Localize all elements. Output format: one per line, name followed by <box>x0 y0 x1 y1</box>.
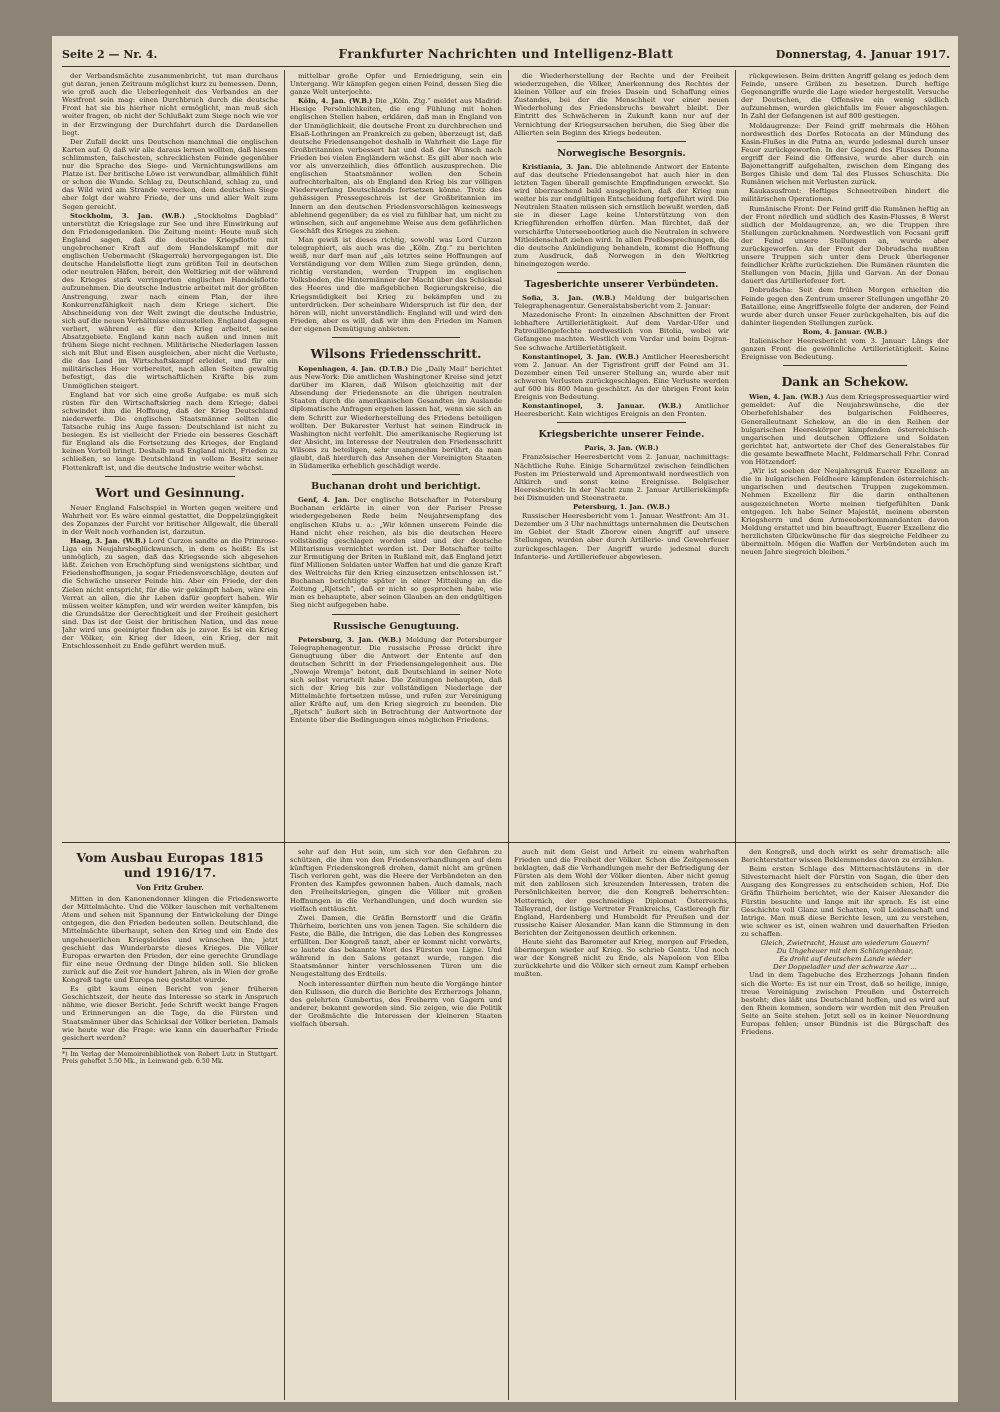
poem-line: Gleich, Zwietracht, Haust am wiederum Gauern! <box>760 939 930 948</box>
paragraph <box>62 212 278 390</box>
paragraph-text: Amtlicher Heeresbericht vom 2. Januar. An der Tigrisfront griff der Feind am 31. Dezember einen Teil unserer Stellung an, wurde aber mit schweren Verlusten zurückgeschlagen. Eine Verluste werden auf 600 bis 800 Mann geschätzt. An der übrigen Front kein Ereignis von Bedeutung. <box>514 352 729 402</box>
paragraph: Dobrudscha: Seit dem frühen Morgen erhielten die Feinde gegen den Zentrum unserer Stellungen ungefähr 20 Bataillone, eine Angriffswelle folgte der anderen, der Feind wurde aber durch unser Feuer zurückgehalten, bis auf die dahinter liegenden Stellungen zurück. <box>741 286 949 327</box>
paragraph <box>514 294 729 310</box>
masthead: Frankfurter Nachrichten und Intelligenz-Blatt <box>338 47 674 61</box>
paragraph-text: Amtlicher Heeresbericht. Kein wichtiges Ereignis an den Fronten. <box>514 402 729 419</box>
paragraph <box>62 537 278 650</box>
newspaper-page <box>52 36 958 1402</box>
article-title: Dank an Schekow. <box>781 374 909 390</box>
paragraph <box>290 97 502 235</box>
paragraph: Mazedonische Front: In einzelnen Abschnitten der Front lebhaftere Artillerietätigkeit. Auf dem Vardar-Ufer und Patrouillengefechte nordwestlich von Bitolia, wobei wir Gefangene machten. Westlich vom Vardar und beim Dojran-See schwache Artillerietätigkeit. <box>514 311 729 352</box>
dateline: Kopenhagen, 4. Jan. (D.T.B.) <box>298 365 408 373</box>
dateline: Paris, 3. Jan. (W.B.) <box>584 444 659 453</box>
paragraph-text: Die „Köln. Ztg.“ meldet aus Madrid: Hiesige Persönlichkeiten, die eng Fühlung mit hohen englischen Stellen haben, erklären, daß man in England von der Unmöglichkeit, die deutsche Front zu durchbrechen und Elsaß-Lothringen an Frankreich zu geben, überzeugt ist, daß deutsche Friedensangebot deshalb in Wahrheit die Lage für Großbritannien verbessert hat und daß der Wunsch nach Frieden bei vielen Engländern wächst. Es gilt aber nach wie vor als unverzeihlich, dies öffentlich auszusprechen. Die englischen Staatsmänner wollen den Schein aufrechterhalten, als ob England den Krieg bis zur völligen Niederwerfung Deutschlands fortsetzen könne. Trotz des gehässigen Pressegeschreis ist der Großbritannien im Innern an den deutschen Friedensvorschlägen keineswegs ablehnend gegenüber; da es viel zu fühlbar hat, um nicht zu wünschen, sich auf angenehme Weise aus dem gefährlichen Geschäft des Krieges zu ziehen. <box>290 97 502 235</box>
paragraph-text: Meldung der bulgarischen Telegraphenagentur. Generalstabsbericht vom 2. Januar: <box>514 293 729 311</box>
paragraph-text: Der englische Botschafter in Petersburg Buchanan erklärte in einer von der Pariser Presse wiedergegebenen Rede beim Neujahrsempfang des englischen Klubs u. a.: „Wir können unserem Feinde die Hand nicht eher reichen, als bis die deutschen Heere vollständig geschlagen worden sind und der deutsche Militarismus vernichtet worden ist. Der Botschafter teilte zur Ermutigung der Briten in Rußland mit, daß England jetzt fünf Millionen Soldaten unter Waffen hat und die ganze Kraft des Weltreichs für den Krieg einzusetzen entschlossen ist.“ Buchanan berichtigte später in einer Mitteilung an die Zeitung „Rjetsch“, daß er nicht so gesprochen habe, wie man es behauptete, aber seinen Glauben an den endgültigen Sieg nicht aufgegeben habe. <box>290 496 502 610</box>
dateline: Köln, 4. Jan. (W.B.) <box>298 97 373 106</box>
paragraph-text: Meldung der Petersburger Telegraphenagentur. Die russische Presse drückt ihre Genugtuung über die Antwort der Entente auf den deutschen Schritt in der Friedensangelegenheit aus. Die „Nowoje Wremja“ betont, daß Deutschland in seiner Note sich selbst verurteilt habe. Die Zeitungen behaupten, daß sich der Krieg bis zur vollständigen Niederlage der Mittelmächte fortsetzen müsse, und rufen zur Vereinigung aller Kräfte auf, um den Krieg siegreich zu beenden. Die „Rjetsch“ äußert sich in Betrachtung der Antwortnote der Entente über die Bedingungen eines möglichen Friedens. <box>290 635 502 725</box>
paragraph <box>741 328 949 336</box>
section-rule <box>105 476 235 477</box>
paragraph: Mitten in den Kanonendonner klingen die Friedensworte der Mittelmächte. Und die Völker lauschen mit verhaltenem Atem und sehen mit Spannung der Entwickelung der Dinge entgegen, die den Frieden bedeuten sollen. Deutschland, die Mittelmächte überhaupt, sehen den Krieg und ein Ende des ungeheuerlichen Kriegsleides und wünschen ihn; jetzt geschieht das Wunderbarste dieses Krieges. Die Völker Europas erwarten den Frieden, der eine gerechte Grundlage für eine neue Ordnung der Dinge bilden soll. Sie blicken zurück auf die Zeit vor hundert Jahren, als in Wien der große Kongreß tagte und Europa neu gestaltet wurde. <box>62 895 278 985</box>
column-3 <box>514 72 729 840</box>
article-title: Kriegsberichte unserer Feinde. <box>538 429 705 441</box>
paragraph: auch mit dem Geist und Arbeit zu einem wahrhaften Frieden und die Freiheit der Völker. Schon die Zeitgenossen beklagten, daß die Verhandlungen mehr der Befriedigung der Fürsten als dem Wohl der Völker dienten. Aber nicht genug mit den zahllosen sich kreuzenden Interessen, traten die Persönlichkeiten hervor, die den Kongreß beherrschten: Metternich, der geschmeidige Diplomat Österreichs, Talleyrand, der listige Vertreter Frankreichs, Castlereagh für England, Hardenberg und Humboldt für Preußen und der russische Kaiser Alexander. Man kann die Stimmung in den Berichten der Zeitgenossen deutlich erkennen. <box>514 848 729 937</box>
column-1 <box>62 72 278 840</box>
paragraph <box>514 163 729 268</box>
article-title: Wort und Gesinnung. <box>95 484 245 500</box>
paragraph: Man gewiß ist dieses richtig, sowohl was Lord Curzon telegraphiert, als auch was die „Köln. Ztg.“ zu berichten weiß, nur darf man auf „als letztes seine Hoffnungen auf Verständigung vor dem Willen zum Siege gründen, denn, richtig verstanden, werden Truppen im englischen Volksboden, die Hintermänner der Macht über das Schicksal des Heeres und die maßgeblichen Regierungskreise, die Kriegsmüdigkeit bei Krieg zu bekämpfen und zu unterdrücken. Der scheinbare Widerspruch ist für den, der hören will, nicht unverständlich: England will und wird den Frieden, aber es will, daß wir ihm den Frieden im Namen der eigenen Demütigung anbieten. <box>290 235 502 333</box>
dateline: Sofia, 3. Jan. (W.B.) <box>522 293 616 302</box>
paragraph: Russischer Heeresbericht vom 1. Januar. Westfront: Am 31. Dezember um 3 Uhr nachmittags unternahmen die Deutschen im Gebiet der Stadt Zborow einen Angriff auf unsere Stellungen, wurden aber durch Artillerie- und Gewehrfeuer zurückgeschlagen. Der Angriff wurde jedesmal durch Infanterie- und Artilleriefeuer abgewiesen. <box>514 512 729 561</box>
feuilleton-column-2 <box>290 848 502 1398</box>
paragraph: Und in dem Tagebuche des Erzherzogs Johann finden sich die Worte: Es ist nur ein Trost, daß so heilige, innige, treue Vereinigung zwischen Preußen und Österreich besteht; dies läßt uns Deutschland hoffen, und es wird auf den Rhein kommen, sondern wir werden mit den Preußen Seite an Seite stehen. Jetzt soll es in keiner Neuordnung Europas fehlen; unser Bündnis ist die Bürgschaft des Friedens. <box>741 971 949 1037</box>
dateline: Stockholm, 3. Jan. (W.B.) <box>70 211 186 220</box>
paragraph <box>514 353 729 402</box>
dateline: Petersburg, 3. Jan. (W.B.) <box>298 635 402 644</box>
paragraph-text: Lord Curzon sandte an die Primrose-Liga ein Neujahrsbeglückwunsch, in dem es heißt: Es ist unmöglich, zu sagen, daß das Kriegsende sich abgesehen läßt. Zeichen von Erschöpfung sind wenigstens sichtbar, und Friedenshoffnungen, ja sogar Friedensvorschläge, deuten auf die Schwäche unserer Feinde hin. Aber ein Friede, der den Zielen nicht entspricht, für die wir gekämpft haben, wäre ein Verrat an allen, die ihr Leben dafür geopfert haben. Wir müssen weiter kämpfen, und wir werden weiter kämpfen, bis die Grundsätze der Gerechtigkeit und der Freiheit gesichert sind. Das ist der Geist der britischen Nation, und das neue Jahr wird uns geeinigter finden als je zuvor. Es ist ein Krieg der Völker, ein Krieg der Ideen, ein Krieg, der mit Entschlossenheit zu Ende geführt werden muß. <box>62 536 278 651</box>
column-rule <box>508 70 509 1400</box>
section-rule <box>332 474 459 475</box>
paragraph-text: „Stockholms Dagblad“ unterstützt die Kriegslage zur See und ihre Einwirkung auf den Friedensgedanken. Die Zeitung meint: Heute muß sich England sagen, daß die deutsche Kriegsflotte mit ungebrochener Kraft auf dem Handelskampf mit der englischen Uebermacht (Skagerrak) hervorgegangen ist. Die deutsche Handelsflotte liegt zum größten Teil in deutschen oder neutralen Häfen, bereit, den Weltkrieg mit der während des Krieges stark verringerten englischen Handelsflotte aufzunehmen. Die deutsche Industrie arbeitet mit der größten Anstrengung, zwar nach einem Plan, der ihre Konkurrenzfähigkeit nach dem Kriege sichert. Die Abschneidung von der Welt zwingt die deutsche Industrie, sich auf die neuen Verhältnisse einzustellen. England dagegen verliert, während es für den Krieg arbeitet, seine Absatzgebiete. England kann nach außen und innen mit frühem Siege nicht rechnen. Militärische Niederlagen lassen sich mit Blut und Eisen ausgleichen, aber nicht die Verluste, die das Land im Wirtschaftskampf erleidet, und für ein militärisches Heer vorbereitet, nach allen Seiten gewaltig befestigt, das die wirtschaftlichen Kräfte bis zum Unmöglichen steigert. <box>62 211 278 390</box>
poem-line: Du Ungeheuer mit dem Schlangenhaar, <box>776 947 914 956</box>
issue-date: Donnerstag, 4. Januar 1917. <box>775 48 950 61</box>
paragraph: der Verbandsmächte zusammenbricht, tut man durchaus gut daran, jenen Zeitraum möglichst kurz zu bemessen. Denn, wie groß auch die Ueberlegenheit des Verbandes an der Westfront sein mag: einen Durchbruch durch die deutsche Front hat sie bis hierher nicht ermöglicht, man muß sich weiter fragen, ob nicht der Schlußakt zum Siege noch wie vor in der Erzwingung der Durchfahrt durch die Dardanellen liegt. <box>62 72 278 137</box>
paragraph <box>514 444 729 452</box>
section-rule <box>557 141 686 142</box>
paragraph: Rumänische Front: Der Feind griff die Rumänen heftig an der Front nördlich und südlich des Kasin-Flusses, 8 Werst südlich der Moldaugrenze, an, wo die Truppen ihre Stellungen zurücknahmen. Nordwestlich von Focsani griff der Feind unsere Stellungen an, wurde aber zurückgeworfen. An der Front der Dobrudscha mußten unsere Truppen sich unter dem Druck überlegener feindlicher Kräfte zurückziehen. Die Rumänen räumten die Stellungen von Macin, Jijila und Garvan. An der Donau dauert das Artilleriefeuer fort. <box>741 204 949 286</box>
paragraph: die Wiederherstellung der Rechte und der Freiheit wiederzugeben, die Völker, Anerkennung des Rechtes der kleinen Völker auf ein freies Dasein und Schaffung eines Zustandes, bei der die Menschheit vor einer neuen Wiederholung des Friedensbruchs bewahrt bleibt. Der Eintritt des Schwächeren in Zukunft kann nur auf der Vernichtung der Kriegsursachen beruhen, die Sieg über die Allierten sein Beginn des Kriegs bedeuten. <box>514 72 729 137</box>
paragraph: Heute sieht das Barometer auf Krieg, morgen auf Frieden, übermorgen wieder auf Krieg. So schrieb Gentz. Und noch war der Kongreß nicht zu Ende, als Napoleon von Elba zurückkehrte und die Völker sich erneut zum Kampf erheben mußten. <box>514 938 729 979</box>
section-rule <box>783 365 908 366</box>
paragraph: England hat vor sich eine große Aufgabe: es muß sich rüsten für den Wirtschaftskrieg nach dem Kriege; dabei schwindet ihm die Hoffnung, daß der Krieg Deutschland niederwerfe. Die englischen Staatsmänner sollten die Tatsache ruhig ins Auge fassen: Deutschland ist nicht zu besiegen. Es ist vielleicht der Friede ein besseres Geschäft für England als die Fortsetzung des Krieges, der England keinen Vorteil bringt. Deshalb muß England nicht, Frieden zu schließen, so lange Deutschland in vollem Besitz seiner Flottenkraft ist, und die deutsche Industrie weiter wächst. <box>62 390 278 472</box>
article-title: Russische Genugtuung. <box>332 620 460 632</box>
paragraph: Beim ersten Schlage des Mitternachtsläutens in der Silvesternacht hielt der Fürstin von Sagan, die über den Ausgang des Kongresses zu entscheiden schien, Hof. Die Gräfin Thürheim berichtet, wie der Kaiser Alexander die Fürstin besuchte und lange mit ihr sprach. Es ist eine Geschichte voll Glanz und Schatten, voll Leidenschaft und Intrige. Man muß diese Berichte lesen, um zu verstehen, wie schwer es ist, einen wahren und dauerhaften Frieden zu schaffen. <box>741 865 949 938</box>
paragraph: sehr auf den Hut sein, um sich vor den Gefahren zu schützen, die ihm von den Friedensverhandlungen auf dem künftigen Friedenskongreß drohen, damit nicht am grünen Tisch verloren geht, was die Heere der Verbündeten an den Fronten des Kampfes gewonnen haben. Auch damals, nach den Freiheitskriegen, gingen die Völker mit großen Hoffnungen in die Verhandlungen, und doch wurden sie vielfach enttäuscht. <box>290 848 502 913</box>
paragraph: Noch interessanter dürften nun heute die Vorgänge hinter den Kulissen, die durch die Berichte des Erzherzogs Johann, des gelehrten Gumbertus, des Freiherrn von Gagern und anderer, bekannt geworden sind. Sie zeigen, wie die Politik der Großmächte die Interessen der kleineren Staaten vielfach übersah. <box>290 979 502 1028</box>
paragraph-text: Die „Daily Mail“ berichtet aus New-York: Die amtlichen Washingtoner Kreise sind jetzt darüber im Klaren, daß Wilson gleichzeitig mit der Absendung der Friedensnote an die übrigen neutralen Staaten durch die amerikanischen Gesandten im Auslande diplomatische Anfragen ergehen lassen hat, wenn sie sich an dem Schritt zur Wiederherstellung des Friedens beteiligen wollten. Der Bukarester Verlust hat seinen Eindruck in Washington nicht verfehlt. Die amerikanische Regierung ist der Absicht, im Interesse der Neutralen den Friedensschritt Wilsons zu beteiligen, sehr unangenehm berührt, da man glaubt, daß hierdurch das Ansehen der Vereinigten Staaten in Südamerika erheblich geschädigt werde. <box>290 365 502 471</box>
dateline: Haag, 3. Jan. (W.B.) <box>70 536 147 545</box>
article-title: Buchanan droht und berichtigt. <box>311 481 481 493</box>
section-rule <box>557 422 686 423</box>
feuilleton-divider <box>62 842 950 843</box>
dateline: Konstantinopel, 3. Januar. (W.B.) <box>522 402 682 411</box>
paragraph: Neuer England Falschspiel in Worten gegen weitere und Wahrheit vor. Es wäre einmal gestattet, die Doppelzüngigkeit des Zopanzes der Furcht vor britischer Allgewalt, die überall in der Welt noch vorhanden ist, darzutun. <box>62 503 278 536</box>
feuilleton-column-1 <box>62 848 278 1398</box>
column-2 <box>290 72 502 840</box>
article-title: Norwegische Besorgnis. <box>557 147 686 159</box>
dateline: Genf, 4. Jan. <box>298 496 350 505</box>
poem-line: Es droht auf deutschem Lande wieder <box>779 955 911 964</box>
paragraph: mittelbar große Opfer und Erniedrigung, sein ein Untergang. Wir kämpfen gegen einen Feind, dessen Sieg die ganze Welt unterjochte. <box>290 72 502 97</box>
poem-line: Der Doppeladler und der schwarze Aar ... <box>773 963 917 972</box>
article-title: Wilsons Friedensschritt. <box>310 346 482 361</box>
paragraph-text: Aus dem Kriegspressequartier wird gemeldet: Auf die Neujahrswünsche, die der Oberbefehlshaber des bulgarischen Feldheeres, Generalleutnant Schekow, an die in den Reihen der bulgarischen Heereskörper kämpfenden österreichisch-ungarischen und deutschen Offiziere und Soldaten gerichtet hat, antwortete der Chef des Generalstabes für die gesamte bewaffnete Macht, Feldmarschall Frhr. Conrad von Hötzendorf: <box>741 393 949 467</box>
paragraph: Italienischer Heeresbericht vom 3. Januar: Längs der ganzen Front die gewöhnliche Artillerietätigkeit. Keine Ereignisse von Bedeutung. <box>741 337 949 362</box>
paragraph <box>290 496 502 609</box>
paragraph <box>741 393 949 466</box>
paragraph: „Wir ist soeben der Neujahrsgruß Euerer Exzellenz an die in bulgarischen Feldheere kämpfenden österreichisch-ungarischen und deutschen Truppen zugekommen. Nehmen Exzellenz für die darin enthaltenen ausgezeichneten Worte meinen tiefgefühlten Dank entgegen. Ich habe Seiner Majestät, meinem obersten Kriegsherrn und dem Armeeoberkommandanten davon Meldung erstattet und bin beauftragt, Euerer Exzellenz die herzlichsten Glückwünsche für das siegreiche Feldheer zu übermitteln. Mögen die Waffen der Verbündeten auch im neuen Jahre siegreich bleiben.“ <box>741 467 949 557</box>
paragraph: Zwei Damen, die Gräfin Bernstorff und die Gräfin Thürheim, berichten uns von jenen Tagen. Sie schildern die Feste, die Bälle, die Intrigen, die das Leben des Kongresses erfüllten. Der Kongreß tanzt, aber er kommt nicht vorwärts, so lautete das bekannte Wort des Fürsten von Ligne. Und während in den Salons getanzt wurde, rangen die Staatsmänner hinter verschlossenen Türen um die Neugestaltung des Erdteils. <box>290 913 502 979</box>
paragraph: Es gibt kaum einen Bericht von jener früheren Geschichtszeit, der heute das Interesse so stark in Anspruch nähme, wie dieser Bericht. Jede Schrift weckt bange Fragen und Erinnerungen an die Tage, da die Fürsten und Staatsmänner über das Schicksal der Völker berieten. Damals wie heute war die Frage: wie kann ein dauerhafter Friede gesichert werden? <box>62 985 278 1042</box>
column-4 <box>741 72 949 840</box>
paragraph: Moldaugrenze: Der Feind griff mehrmals die Höhen nordwestlich des Dorfes Rotocata an der Mündung des Kasin-Flußes in die Putna an, wurde jedesmal durch unser Feuer zurückgeworfen. In der Gegend des Flusses Domna ergriff der Feind die Offensive, wurde aber durch ein Bajonettangriff aufgehalten, zwischen dem Eingang des Berges Ghisle und dem Tal des Flusses Schuschita. Die Rumänen wichen mit Verlusten zurück. <box>741 121 949 187</box>
paragraph: den Kongreß, und doch wirkt es sehr dramatisch: alle Berichterstatter wissen Beklemmendes davon zu erzählen. <box>741 848 949 865</box>
footnote: *) Im Verlag der Memoirenbibliothek von Robert Lutz in Stuttgart. Preis geheftet 5.50 Mk., in Leinwand geb. 6.50 Mk. <box>62 1048 278 1066</box>
dateline: Petersburg, 1. Jan. (W.B.) <box>572 503 671 512</box>
dateline: Konstantinopel, 3. Jan. (W.B.) <box>522 352 639 361</box>
paragraph: rückgewiesen. Beim dritten Angriff gelang es jedoch dem Feinde, unsere Gräben zu besetzen. Durch heftige Gegenangriffe wurde die Lage wieder hergestellt. Versuche der Deutschen, die Offensive ein wenig südlich aufzunehmen, wurden gleichfalls im Feuer abgeschlagen. In Zahl der Gefangenen ist auf 800 gestiegen. <box>741 72 949 121</box>
dateline: Wien, 4. Jan. (W.B.) <box>749 393 824 402</box>
section-rule <box>332 337 459 338</box>
column-rule <box>735 70 736 1400</box>
section-rule <box>557 272 686 273</box>
feuilleton-column-3 <box>514 848 729 1398</box>
dateline: Rom, 4. Januar. (W.B.) <box>802 327 888 336</box>
paragraph: Französischer Heeresbericht vom 2. Januar, nachmittags: Nächtliche Ruhe. Einige Scharmützel zwischen feindlichen Posten im Priesterwald und Apremontwald nordwestlich von Altkirch und sonst keine Ereignisse. Belgischer Heeresbericht: In der Nacht zum 2. Januar Artilleriekämpfe bei Dixmuiden und Steenstraete. <box>514 453 729 502</box>
dateline: Kristiania, 3. Jan. <box>522 162 593 171</box>
byline: Von Fritz Gruber. <box>136 883 204 892</box>
paragraph-text: Die ablehnende Antwort der Entente auf das deutsche Friedensangebot hat auch hier in den letzten Tagen überall gemischte Empfindungen erweckt. Sie wird überraschend bald ausgeglichen, daß der Krieg nun weiter bis zur endgültigen Entscheidung fortgeführt wird. Die Neutralen Staaten müssen sich ernstlich bewußt werden, daß sie in dieser Lage keine Unterstützung von den Kriegführenden erhoffen dürfen. Man fürchtet, daß der verschärfte Unterseebootkrieg auch die Neutralen in schwere Mitleidenschaft ziehen wird. In allen Preßbesprechungen, die die deutsche Ankündigung behandeln, kommt die Hoffnung zum Ausdruck, daß Norwegen in den Weltkrieg hineingezogen werde. <box>514 162 729 268</box>
feuilleton-title: Vom Ausbau Europas 1815 und 1916/17. <box>76 850 264 880</box>
paragraph <box>514 402 729 418</box>
paragraph <box>514 503 729 511</box>
feuilleton-column-4 <box>741 848 949 1398</box>
section-rule <box>332 614 459 615</box>
paragraph: Der Zufall deckt uns Deutschen manchmal die englischen Karten auf. O, daß wir alle daraus lernen wollten, daß hiesem schlimmsten, falschesten, schrecklichsten Feinde gegenüber nur die Sprache des Siege- und Vernichtungswillens am Platze ist. Der britische Löwe ist verwundbar, allmählich fühlt er schon die Wunde. Schlag zu, Deutschland, schlag zu, und das Wild wird am Strande verrecken, dem deutschen Siege aber folgt der wahre Friede, der uns und aller Welt zum Segen gereicht. <box>62 137 278 211</box>
paragraph: Kaukasusfront: Heftiges Schneetreiben hindert die militärischen Operationen. <box>741 187 949 204</box>
column-rule <box>284 70 285 1400</box>
paragraph <box>290 636 502 725</box>
paragraph <box>290 365 502 470</box>
page-header <box>62 44 950 67</box>
article-title: Tagesberichte unserer Verbündeten. <box>524 278 719 290</box>
page-number: Seite 2 — Nr. 4. <box>62 48 158 61</box>
